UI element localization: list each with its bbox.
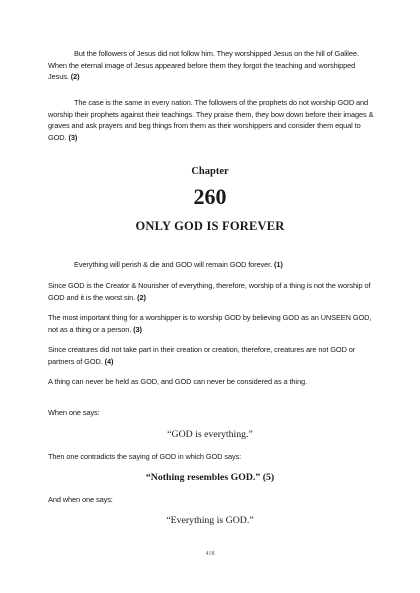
body-paragraph-2 [48,280,374,303]
quote-1: “GOD is everything.” [167,429,253,440]
chapter-title: ONLY GOD IS FOREVER [135,219,285,233]
body-paragraph-6: When one says: [48,408,100,417]
intro-paragraph-2-text: The case is the same in every nation. The followers of the prophets do not worship GOD and worship their prophets against their teachings. They praise them, they bow down before their images & graves and ask prayers and beg things from them as their worshippers and consider them equal to GOD. [48,98,374,142]
intro-paragraph-2-ref: (3) [68,132,78,142]
body-paragraph-7: Then one contradicts the saying of GOD in which GOD says: [48,452,242,461]
body-paragraph-1-text: Everything will perish & die and GOD will remain GOD forever. [74,260,273,269]
intro-paragraph-1-text: But the followers of Jesus did not follow him. They worshipped Jesus on the hill of Galilee. When the eternal image of Jesus appeared before them they forgot the teaching and worshipped Jesus. [48,49,359,82]
body-paragraph-2-text: Since GOD is the Creator & Nourisher of everything, therefore, worship of a thing is not the worship of GOD and it is the worst sin. [48,281,371,302]
body-paragraph-2-ref: (2) [137,292,146,302]
body-paragraph-5: A thing can never be held as GOD, and GOD can never be considered as a thing. [48,377,307,386]
quote-3: “Everything is GOD.” [166,515,254,526]
body-paragraph-3-text: The most important thing for a worshipper is to worship GOD by believing GOD as an UNSEEN GOD, not as a thing or a person. [48,313,372,334]
body-paragraph-8: And when one says: [48,495,113,504]
body-paragraph-1-ref: (1) [274,260,283,269]
body-paragraph-4-ref: (4) [104,356,114,366]
chapter-label: Chapter [191,166,229,177]
body-paragraph-3 [48,312,374,335]
body-paragraph-4-text: Since creatures did not take part in their creation or creation, therefore, creatures are not GOD or partners of GOD. [48,345,356,366]
page-number: 418 [205,551,215,557]
intro-paragraph-2 [48,97,374,143]
body-paragraph-3-ref: (3) [133,324,142,334]
body-paragraph-4 [48,344,374,367]
intro-paragraph-1 [48,48,374,83]
intro-paragraph-1-ref: (2) [70,72,80,82]
chapter-number: 260 [193,184,227,209]
quote-2: “Nothing resembles GOD.” (5) [145,472,275,483]
body-paragraph-1 [48,259,374,271]
